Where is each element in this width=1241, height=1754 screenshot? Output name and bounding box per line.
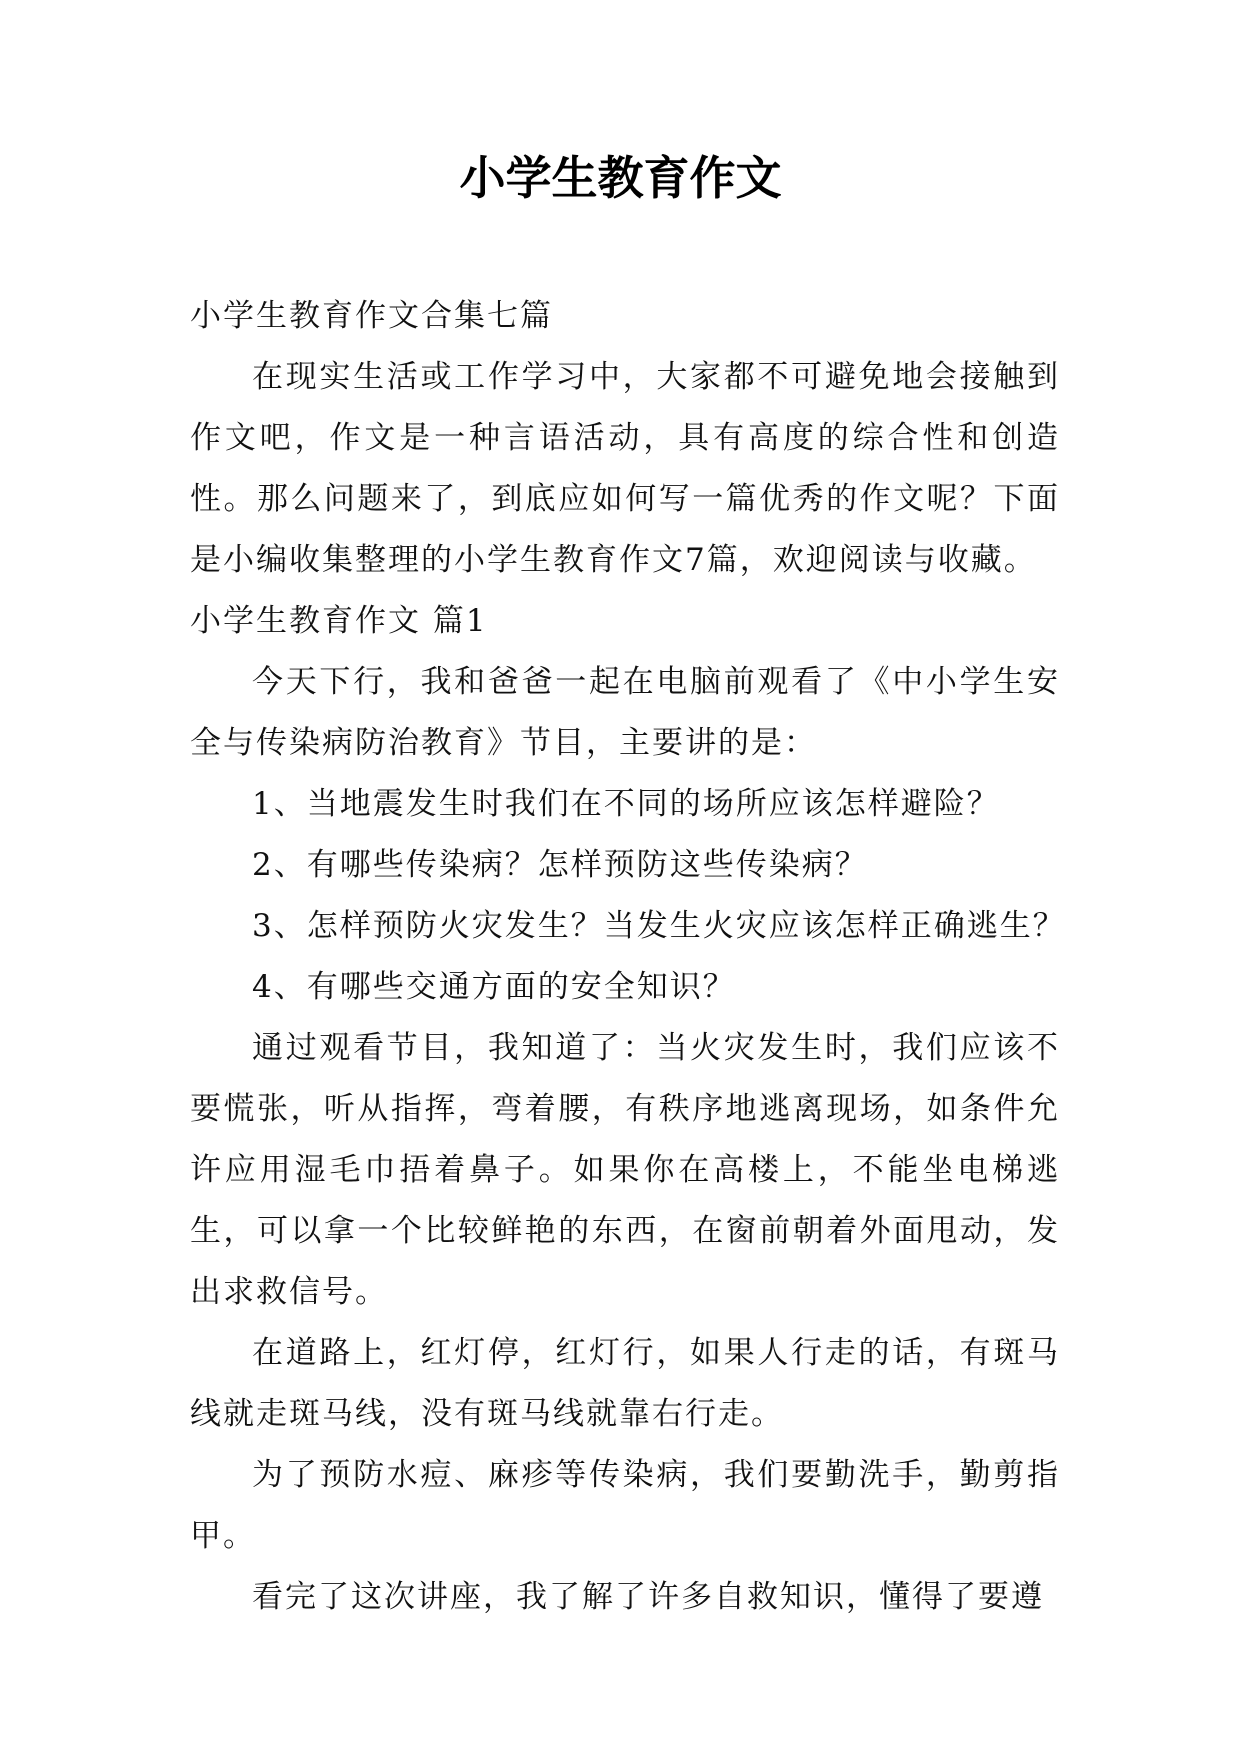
body-paragraph: 今天下行，我和爸爸一起在电脑前观看了《中小学生安全与传染病防治教育》节目，主要讲的是： bbox=[190, 664, 1060, 761]
list-item: 3、怎样预防火灾发生？当发生火灾应该怎样正确逃生？ bbox=[252, 908, 1066, 944]
document-title: 小学生教育作文 bbox=[459, 151, 782, 205]
document-body bbox=[190, 286, 1066, 1628]
essay-heading: 小学生教育作文 篇1 bbox=[190, 603, 488, 639]
body-paragraph: 在道路上，红灯停，红灯行，如果人行走的话，有斑马线就走斑马线，没有斑马线就靠右行走。 bbox=[190, 1335, 1060, 1432]
body-paragraph: 通过观看节目，我知道了：当火灾发生时，我们应该不要慌张，听从指挥，弯着腰，有秩序地逃离现场，如条件允许应用湿毛巾捂着鼻子。如果你在高楼上，不能坐电梯逃生，可以拿一个比较鲜艳的东西，在窗前朝着外面甩动，发出求救信号。 bbox=[190, 1030, 1060, 1310]
body-paragraph: 为了预防水痘、麻疹等传染病，我们要勤洗手，勤剪指甲。 bbox=[190, 1457, 1060, 1554]
body-paragraph: 看完了这次讲座，我了解了许多自救知识，懂得了要遵 bbox=[252, 1579, 1044, 1615]
intro-paragraph: 在现实生活或工作学习中，大家都不可避免地会接触到作文吧，作文是一种言语活动，具有高度的综合性和创造性。那么问题来了，到底应如何写一篇优秀的作文呢？下面是小编收集整理的小学生教育作文7篇，欢迎阅读与收藏。 bbox=[190, 359, 1060, 578]
list-item: 2、有哪些传染病？怎样预防这些传染病？ bbox=[252, 847, 868, 883]
list-item: 1、当地震发生时我们在不同的场所应该怎样避险？ bbox=[252, 786, 1000, 822]
collection-subtitle: 小学生教育作文合集七篇 bbox=[190, 298, 553, 334]
list-item: 4、有哪些交通方面的安全知识？ bbox=[252, 969, 736, 1005]
